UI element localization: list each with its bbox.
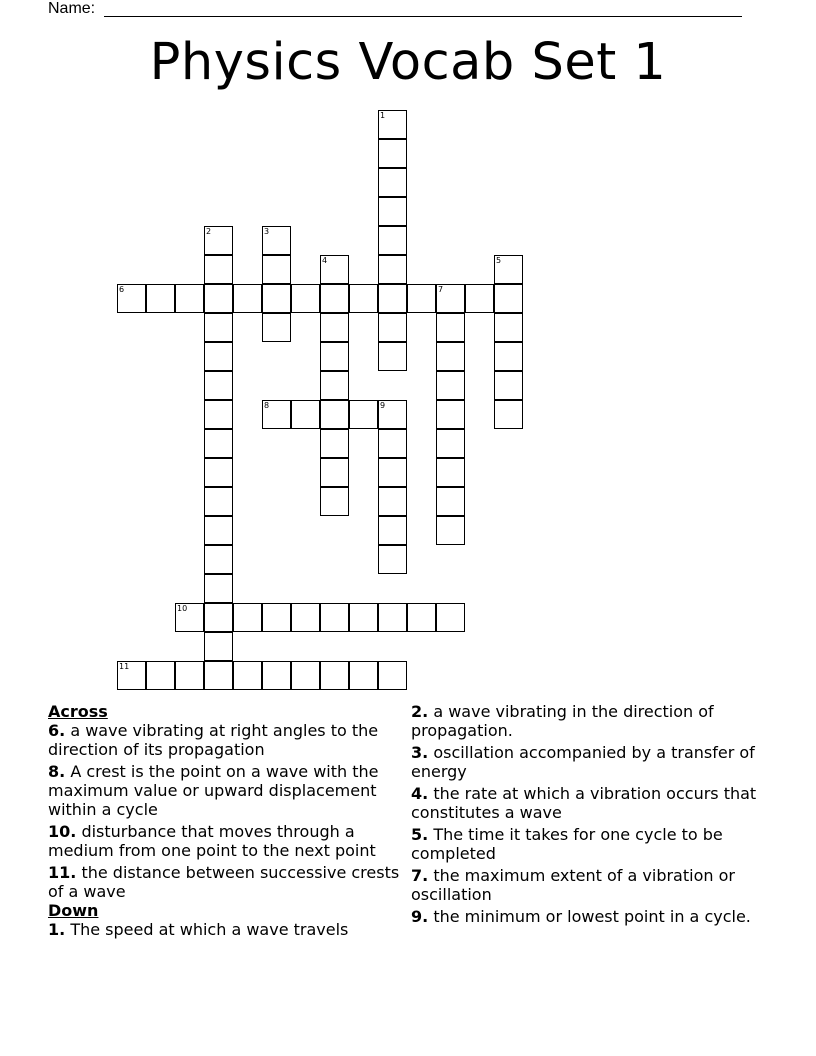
clue-number: 7. xyxy=(411,866,429,885)
grid-cell[interactable] xyxy=(378,545,407,574)
cell-number: 3 xyxy=(264,227,270,236)
clue-number: 8. xyxy=(48,762,66,781)
grid-cell[interactable] xyxy=(378,168,407,197)
grid-cell[interactable] xyxy=(378,429,407,458)
grid-cell[interactable] xyxy=(291,603,320,632)
clue-down-5 xyxy=(411,825,761,863)
grid-cell[interactable] xyxy=(204,574,233,603)
grid-cell[interactable] xyxy=(494,313,523,342)
clue-text: A crest is the point on a wave with the maximum value or upward displacement within a cycle xyxy=(48,762,379,819)
across-heading: Across xyxy=(48,702,108,721)
grid-cell[interactable] xyxy=(378,516,407,545)
grid-cell[interactable] xyxy=(436,371,465,400)
grid-cell[interactable] xyxy=(204,661,233,690)
grid-cell[interactable] xyxy=(407,284,436,313)
grid-cell[interactable] xyxy=(436,284,465,313)
grid-cell[interactable] xyxy=(204,400,233,429)
grid-cell[interactable] xyxy=(436,603,465,632)
cell-number: 10 xyxy=(177,604,188,613)
grid-cell[interactable] xyxy=(436,342,465,371)
clue-number: 6. xyxy=(48,721,66,740)
grid-cell[interactable] xyxy=(378,661,407,690)
page-title: Physics Vocab Set 1 xyxy=(149,33,667,92)
clue-down-7 xyxy=(411,866,761,904)
grid-cell[interactable] xyxy=(349,284,378,313)
grid-cell[interactable] xyxy=(378,603,407,632)
clue-across-11 xyxy=(48,863,408,901)
cell-number: 1 xyxy=(380,111,386,120)
grid-cell[interactable] xyxy=(204,226,233,255)
grid-cell[interactable] xyxy=(204,603,233,632)
clue-down-2 xyxy=(411,702,761,740)
clue-number: 2. xyxy=(411,702,429,721)
clue-text: the maximum extent of a vibration or oscillation xyxy=(411,866,735,904)
grid-cell[interactable] xyxy=(378,226,407,255)
grid-cell[interactable] xyxy=(378,255,407,284)
grid-cell[interactable] xyxy=(204,632,233,661)
grid-cell[interactable] xyxy=(262,255,291,284)
clue-down-9 xyxy=(411,907,761,926)
cell-number: 9 xyxy=(380,401,386,410)
grid-cell[interactable] xyxy=(378,197,407,226)
grid-cell[interactable] xyxy=(494,284,523,313)
grid-cell[interactable] xyxy=(320,400,349,429)
grid-cell[interactable] xyxy=(204,545,233,574)
clue-text: the rate at which a vibration occurs that constitutes a wave xyxy=(411,784,757,822)
grid-cell[interactable] xyxy=(320,603,349,632)
name-label: Name: xyxy=(48,0,96,17)
grid-cell[interactable] xyxy=(204,458,233,487)
cell-number: 4 xyxy=(322,256,328,265)
grid-cell[interactable] xyxy=(494,400,523,429)
clue-number: 3. xyxy=(411,743,429,762)
clue-text: the distance between successive crests of a wave xyxy=(48,863,400,901)
cell-number: 8 xyxy=(264,401,270,410)
clues-left-column xyxy=(48,702,408,942)
down-heading: Down xyxy=(48,901,99,920)
grid-cell[interactable] xyxy=(204,313,233,342)
grid-cell[interactable] xyxy=(378,487,407,516)
grid-cell[interactable] xyxy=(233,603,262,632)
grid-cell[interactable] xyxy=(117,661,146,690)
grid-cell[interactable] xyxy=(494,342,523,371)
grid-cell[interactable] xyxy=(175,661,204,690)
cell-number: 11 xyxy=(119,662,130,671)
cell-number: 6 xyxy=(119,285,125,294)
grid-cell[interactable] xyxy=(320,371,349,400)
cell-number: 2 xyxy=(206,227,212,236)
clue-number: 1. xyxy=(48,920,66,939)
clue-text: disturbance that moves through a medium from one point to the next point xyxy=(48,822,376,860)
clue-text: the minimum or lowest point in a cycle. xyxy=(433,907,751,926)
grid-cell[interactable] xyxy=(320,255,349,284)
clues-right-column xyxy=(411,702,761,929)
grid-cell[interactable] xyxy=(349,661,378,690)
grid-cell[interactable] xyxy=(320,458,349,487)
grid-cell[interactable] xyxy=(320,342,349,371)
grid-cell[interactable] xyxy=(204,371,233,400)
grid-cell[interactable] xyxy=(320,429,349,458)
grid-cell[interactable] xyxy=(262,226,291,255)
grid-cell[interactable] xyxy=(378,458,407,487)
grid-cell[interactable] xyxy=(175,603,204,632)
cell-number: 7 xyxy=(438,285,444,294)
grid-cell[interactable] xyxy=(378,313,407,342)
grid-cell[interactable] xyxy=(291,284,320,313)
grid-cell[interactable] xyxy=(204,342,233,371)
grid-cell[interactable] xyxy=(436,313,465,342)
grid-cell[interactable] xyxy=(378,284,407,313)
grid-cell[interactable] xyxy=(349,603,378,632)
grid-cell[interactable] xyxy=(204,429,233,458)
grid-cell[interactable] xyxy=(378,139,407,168)
grid-cell[interactable] xyxy=(262,313,291,342)
grid-cell[interactable] xyxy=(204,516,233,545)
grid-cell[interactable] xyxy=(262,284,291,313)
clue-text: The speed at which a wave travels xyxy=(70,920,349,939)
clue-number: 5. xyxy=(411,825,429,844)
grid-cell[interactable] xyxy=(494,371,523,400)
grid-cell[interactable] xyxy=(436,400,465,429)
clue-number: 11. xyxy=(48,863,77,882)
clue-number: 9. xyxy=(411,907,429,926)
grid-cell[interactable] xyxy=(407,603,436,632)
grid-cell[interactable] xyxy=(175,284,204,313)
clue-text: oscillation accompanied by a transfer of energy xyxy=(411,743,755,781)
grid-cell[interactable] xyxy=(262,400,291,429)
grid-cell[interactable] xyxy=(494,255,523,284)
grid-cell[interactable] xyxy=(320,487,349,516)
clue-down-1 xyxy=(48,920,408,939)
grid-cell[interactable] xyxy=(262,661,291,690)
grid-cell[interactable] xyxy=(436,516,465,545)
grid-cell[interactable] xyxy=(320,661,349,690)
grid-cell[interactable] xyxy=(146,284,175,313)
clue-down-4 xyxy=(411,784,761,822)
grid-cell[interactable] xyxy=(378,342,407,371)
grid-cell[interactable] xyxy=(320,284,349,313)
grid-cell[interactable] xyxy=(291,661,320,690)
grid-cell[interactable] xyxy=(233,661,262,690)
grid-cell[interactable] xyxy=(436,429,465,458)
clue-number: 10. xyxy=(48,822,77,841)
grid-cell[interactable] xyxy=(349,400,378,429)
grid-cell[interactable] xyxy=(291,400,320,429)
clue-across-10 xyxy=(48,822,408,860)
clue-text: a wave vibrating at right angles to the direction of its propagation xyxy=(48,721,379,759)
clue-number: 4. xyxy=(411,784,429,803)
grid-cell[interactable] xyxy=(204,487,233,516)
grid-cell[interactable] xyxy=(204,284,233,313)
clue-text: The time it takes for one cycle to be completed xyxy=(411,825,723,863)
clue-text: a wave vibrating in the direction of propagation. xyxy=(411,702,714,740)
grid-cell[interactable] xyxy=(436,487,465,516)
grid-cell[interactable] xyxy=(262,603,291,632)
grid-cell[interactable] xyxy=(465,284,494,313)
grid-cell[interactable] xyxy=(117,284,146,313)
clue-across-6 xyxy=(48,721,408,759)
cell-number: 5 xyxy=(496,256,502,265)
grid-cell[interactable] xyxy=(320,313,349,342)
clue-down-3 xyxy=(411,743,761,781)
grid-cell[interactable] xyxy=(378,400,407,429)
grid-cell[interactable] xyxy=(436,458,465,487)
grid-cell[interactable] xyxy=(204,255,233,284)
grid-cell[interactable] xyxy=(146,661,175,690)
grid-cell[interactable] xyxy=(378,110,407,139)
grid-cell[interactable] xyxy=(233,284,262,313)
clue-across-8 xyxy=(48,762,408,819)
